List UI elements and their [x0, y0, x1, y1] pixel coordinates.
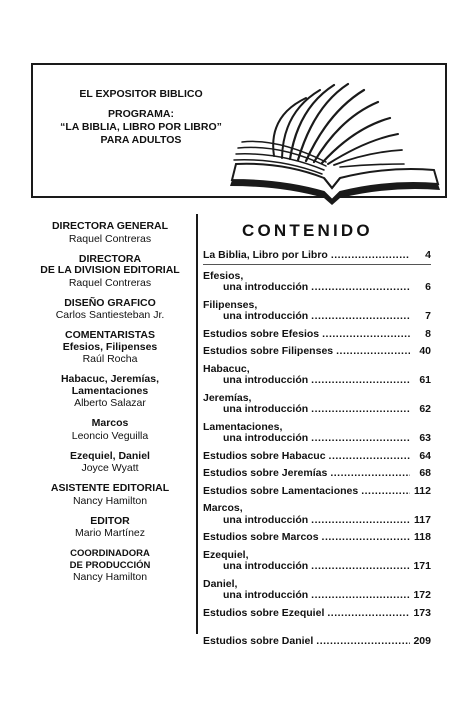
credit-title: DE PRODUCCIÓN [69, 559, 151, 571]
toc-entry-label: una introducción [223, 432, 309, 444]
toc-entry-label: Estudios sobre Marcos [203, 531, 319, 543]
credit-group [30, 451, 190, 475]
dot-leader [316, 636, 410, 648]
toc-entry [203, 271, 431, 294]
toc-entry [203, 393, 431, 416]
dot-leader [311, 311, 410, 323]
credit-group [30, 483, 190, 507]
toc-entry-title: Lamentaciones, [203, 420, 283, 433]
credit-name: Nancy Hamilton [72, 571, 148, 583]
dot-leader [311, 590, 410, 602]
toc-entry [203, 250, 431, 265]
toc-entry-label: una introducción [223, 513, 309, 526]
toc-page-number: 173 [413, 606, 431, 619]
toc-entry-label: Estudios sobre Daniel [203, 635, 314, 647]
toc-page-number: 118 [414, 531, 431, 543]
dot-leader [311, 515, 410, 527]
credit-group [30, 298, 190, 322]
toc-entry-label: una introducción [223, 403, 309, 415]
toc-entry-title: Efesios, [203, 269, 244, 282]
credit-group [30, 516, 190, 540]
credit-title: COMENTARISTAS [64, 329, 156, 341]
staff-credits [30, 221, 190, 592]
toc-entry [203, 486, 431, 498]
toc-entry-label: Estudios sobre Jeremías [203, 467, 328, 479]
credit-title: ASISTENTE EDITORIAL [50, 482, 170, 494]
toc-entry [203, 468, 431, 480]
dot-leader [322, 329, 410, 341]
dot-leader [361, 486, 410, 498]
toc-entry-label: La Biblia, Libro por Libro [203, 249, 328, 261]
dot-leader [331, 250, 410, 262]
credit-name: Nancy Hamilton [72, 494, 148, 507]
toc-entry-label: Estudios sobre Lamentaciones [203, 484, 359, 497]
credit-title: DISEÑO GRAFICO [64, 296, 156, 309]
credit-group [30, 374, 190, 409]
toc-page-number: 171 [413, 560, 431, 572]
credit-name: Raquel Contreras [68, 276, 152, 289]
toc-entry-label: una introducción [223, 281, 309, 293]
credit-name: Joyce Wyatt [81, 462, 139, 474]
rule-line [203, 264, 431, 265]
toc-page-number: 8 [425, 327, 431, 340]
toc-entry-label: una introducción [223, 560, 309, 572]
credit-name: Alberto Salazar [74, 397, 146, 409]
series-line-4: PARA ADULTOS [100, 134, 182, 146]
toc-page-number: 209 [413, 635, 431, 647]
credit-title: DIRECTORA GENERAL [51, 220, 169, 232]
toc-page-number: 6 [425, 281, 431, 293]
credit-title: Lamentaciones [71, 384, 149, 397]
toc-entry [203, 422, 431, 445]
credit-title: EDITOR [90, 514, 130, 527]
toc-entry-label: Estudios sobre Filipenses [203, 345, 334, 357]
toc-page-number: 68 [419, 467, 431, 479]
toc-page-number: 64 [419, 449, 431, 462]
toc-entry-label: una introducción [223, 589, 309, 601]
toc-page-number: 172 [413, 589, 431, 601]
toc-page-number: 4 [425, 249, 431, 261]
credit-title: Ezequiel, Daniel [70, 449, 150, 462]
series-line-2: PROGRAMA: [108, 108, 174, 120]
column-divider [196, 214, 198, 634]
dot-leader [329, 451, 410, 463]
series-line-3: “LA BIBLIA, LIBRO POR LIBRO” [60, 121, 222, 133]
dot-leader [311, 282, 410, 294]
dot-leader [311, 561, 410, 573]
dot-leader [311, 404, 410, 416]
toc-entry [203, 451, 431, 463]
toc-entry [203, 608, 431, 620]
toc-page-number: 61 [419, 374, 431, 386]
toc-page-number: 7 [425, 310, 431, 322]
dot-leader [311, 375, 410, 387]
toc-entry-label: Estudios sobre Habacuc [203, 449, 326, 462]
toc-entry [203, 300, 431, 323]
credit-group [30, 418, 190, 442]
credit-title: DE LA DIVISION EDITORIAL [40, 264, 180, 276]
toc-entry [203, 503, 431, 526]
toc-entry [203, 579, 431, 602]
toc-entry [203, 636, 431, 648]
toc-page-number: 40 [419, 345, 431, 357]
toc-entry-label: Estudios sobre Ezequiel [203, 606, 325, 619]
toc-entry-title: Marcos, [203, 502, 243, 514]
credit-title: Efesios, Filipenses [62, 340, 158, 353]
credit-group [30, 548, 190, 583]
toc-page-number: 62 [419, 403, 431, 415]
dot-leader [322, 532, 410, 544]
dot-leader [330, 468, 410, 480]
toc-entry-label: una introducción [223, 374, 309, 386]
toc-entry [203, 329, 431, 341]
credit-title: DIRECTORA [78, 252, 142, 265]
table-of-contents [203, 250, 431, 654]
credit-name: Raúl Rocha [82, 353, 138, 365]
credit-name: Raquel Contreras [68, 232, 152, 245]
toc-page-number: 63 [419, 432, 431, 444]
credit-title: COORDINADORA [70, 548, 150, 559]
credit-group [30, 254, 190, 289]
toc-entry [203, 532, 431, 544]
toc-entry-title: Filipenses, [203, 298, 258, 311]
open-book-illustration [228, 72, 452, 206]
credit-name: Mario Martínez [74, 527, 146, 539]
toc-entry [203, 346, 431, 358]
credit-title: Habacuc, Jeremías, [60, 373, 160, 385]
toc-entry-title: Daniel, [203, 577, 238, 590]
credit-group [30, 330, 190, 365]
toc-entry [203, 364, 431, 387]
credit-title: Marcos [91, 417, 129, 429]
toc-page-number: 112 [414, 484, 431, 497]
dot-leader [311, 433, 410, 445]
toc-entry-label: Estudios sobre Efesios [203, 327, 320, 340]
series-title [48, 88, 234, 147]
toc-entry-title: Ezequiel, [203, 548, 249, 561]
toc-heading: CONTENIDO [242, 221, 373, 240]
toc-entry [203, 550, 431, 573]
toc-entry-title: Habacuc, [203, 362, 250, 375]
credit-group [30, 221, 190, 245]
toc-entry-label: una introducción [223, 310, 309, 322]
series-line-1: EL EXPOSITOR BIBLICO [79, 88, 203, 100]
dot-leader [327, 608, 410, 620]
dot-leader [336, 346, 410, 358]
toc-entry-title: Jeremías, [203, 391, 252, 404]
credit-name: Carlos Santiesteban Jr. [55, 309, 165, 321]
toc-page-number: 117 [414, 513, 431, 526]
credit-name: Leoncio Veguilla [71, 429, 149, 442]
